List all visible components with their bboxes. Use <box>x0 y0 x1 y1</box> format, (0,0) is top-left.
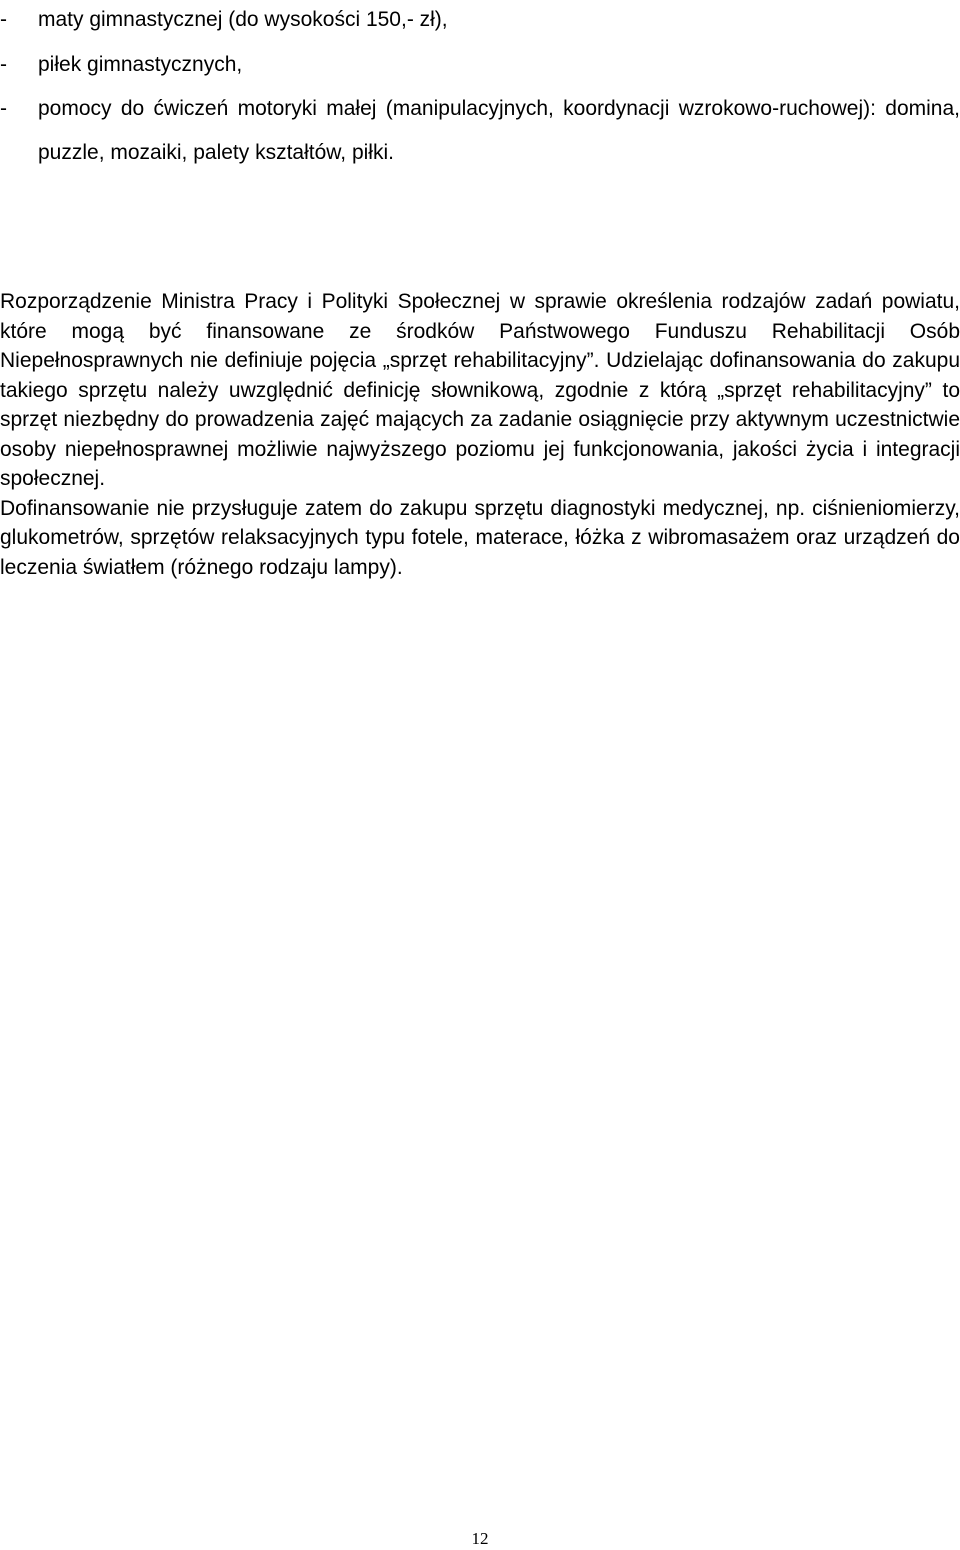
list-dash: - <box>0 8 7 31</box>
equipment-list <box>0 5 960 190</box>
body-text <box>0 287 960 582</box>
paragraph-exclusions: Dofinansowanie nie przysługuje zatem do zakupu sprzętu diagnostyki medycznej, np. ciśnieniomierzy, glukometrów, sprzętów relaksacyjnych typu fotele, materace, łóżka z wibromasażem oraz urządzeń do leczenia światłem (różnego rodzaju lampy). <box>0 496 960 579</box>
list-dash: - <box>0 97 7 120</box>
list-item <box>0 50 960 80</box>
list-item-text: pomocy do ćwiczeń motoryki małej (manipulacyjnych, koordynacji wzrokowo-ruchowej): domina, puzzle, mozaiki, palety kształtów, piłki. <box>38 97 960 164</box>
list-item <box>0 5 960 35</box>
list-dash: - <box>0 52 7 76</box>
paragraph-definition: Rozporządzenie Ministra Pracy i Polityki Społecznej w sprawie określenia rodzajów zadań powiatu, które mogą być finansowane ze środków Państwowego Funduszu Rehabilitacji Osób Niepełnosprawnych nie definiuje pojęcia „sprzęt rehabilitacyjny”. Udzielając dofinansowania do zakupu takiego sprzętu należy uwzględnić definicję słownikową, zgodnie z którą „sprzęt rehabilitacyjny” to sprzęt niezbędny do prowadzenia zajęć mających za zadanie osiągnięcie przy aktywnym uczestnictwie osoby niepełnosprawnej możliwie najwyższego poziomu jej funkcjonowania, jakości życia i integracji społecznej. <box>0 290 960 490</box>
list-item-text: piłek gimnastycznych, <box>38 52 243 76</box>
list-item-text: maty gimnastycznej (do wysokości 150,- zł), <box>38 8 448 31</box>
list-item <box>0 87 960 175</box>
page-number: 12 <box>471 1529 489 1548</box>
